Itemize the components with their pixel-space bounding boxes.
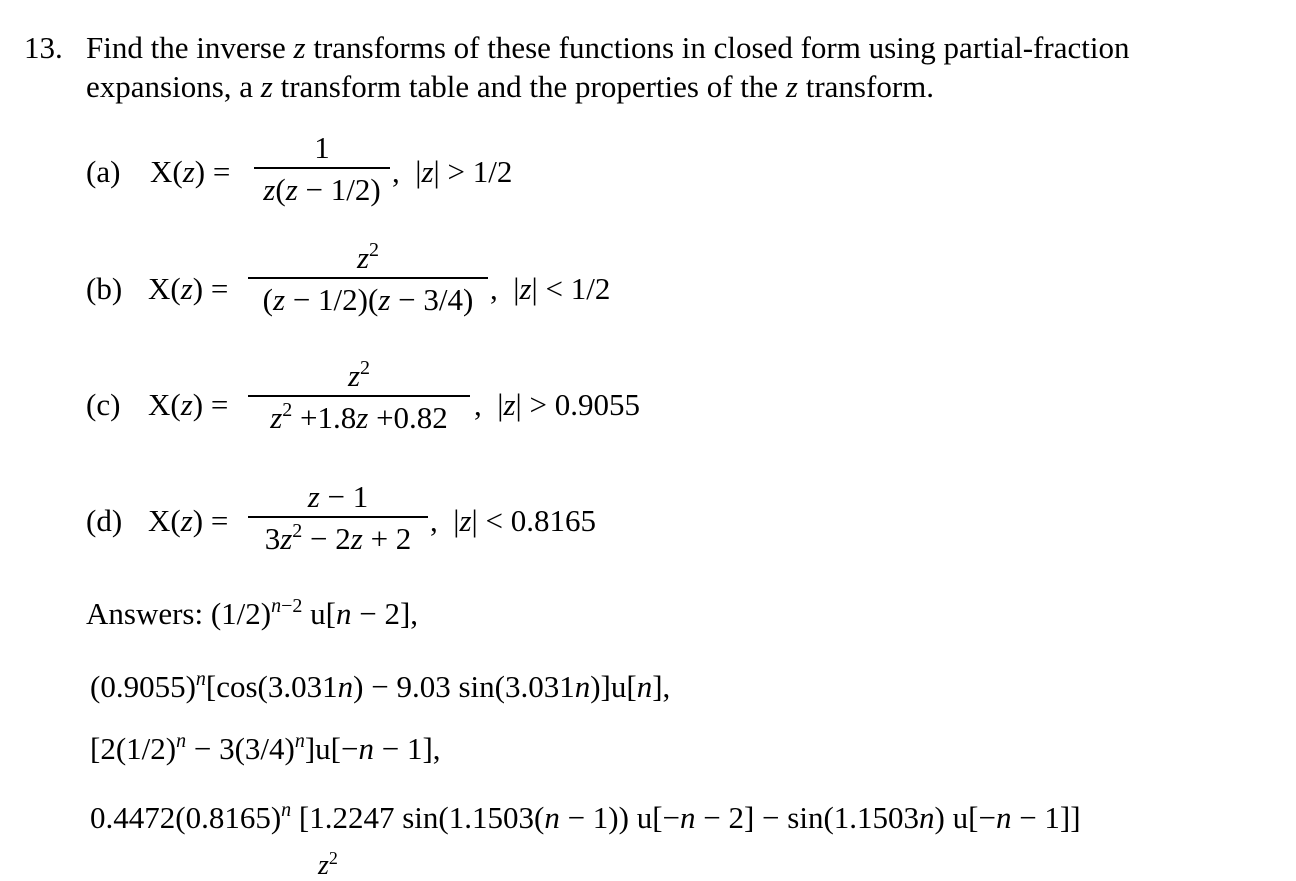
- cutoff-fragment: $z^2$: [318, 848, 338, 881]
- part-a-lhs: X(z) =: [150, 154, 231, 189]
- part-c-numerator: $z^2$: [347, 357, 371, 393]
- part-d-label: (d): [86, 503, 123, 538]
- part-c-label: (c): [86, 387, 121, 422]
- part-b-denominator: (z − 1/2)(z − 3/4): [262, 282, 474, 317]
- part-d-roc: , |z| < 0.8165: [430, 503, 596, 538]
- answer-b: $[2(1/2)^n - 3(3/4)^n]u[-n - 1]$,: [90, 730, 441, 766]
- part-a-fraction: [254, 132, 390, 205]
- fraction-bar: [248, 277, 488, 279]
- part-c-roc: , |z| > 0.9055: [474, 387, 640, 422]
- problem-text-line1: Find the inverse z transforms of these functions in closed form using partial-fraction: [86, 30, 1130, 65]
- part-a-label: (a): [86, 154, 121, 189]
- fraction-bar: [254, 167, 390, 169]
- part-c-fraction: [248, 357, 470, 435]
- part-a-denominator: z(z − 1/2): [263, 172, 381, 207]
- part-b-roc: , |z| < 1/2: [490, 271, 611, 306]
- part-d-fraction: [248, 481, 428, 554]
- answers-line1: Answers: $(1/2)^{n-2}$ u[n − 2],: [86, 595, 419, 631]
- problem-text-line2: expansions, a z transform table and the properties of the z transform.: [86, 69, 935, 104]
- part-c-lhs: X(z) =: [148, 387, 229, 422]
- answers-label: Answers:: [86, 596, 204, 631]
- answer-c: $(0.9055)^n[\cos(3.031n) - 9.03$ sin(3.031n)]u[n],: [90, 668, 671, 704]
- part-a-roc: , |z| > 1/2: [392, 154, 513, 189]
- problem-number: 13.: [24, 30, 63, 65]
- part-b-label: (b): [86, 271, 123, 306]
- fraction-bar: [248, 516, 428, 518]
- part-a-numerator: 1: [314, 130, 330, 165]
- fraction-bar: [248, 395, 470, 397]
- part-b-lhs: X(z) =: [148, 271, 229, 306]
- answer-d: $0.4472(0.8165)^n$ [1.2247 sin(1.1503(n − 1)) u[−n − 2] − sin(1.1503n) u[−n − 1]]: [90, 799, 1081, 835]
- part-d-lhs: X(z) =: [148, 503, 229, 538]
- part-d-denominator: $3z^2 - 2z + 2$: [264, 520, 412, 556]
- part-d-numerator: z − 1: [307, 479, 369, 514]
- part-b-numerator: $z^2$: [356, 239, 380, 275]
- part-b-fraction: [248, 239, 488, 317]
- part-c-denominator: $z^2 +1.8z +0.82$: [270, 399, 448, 435]
